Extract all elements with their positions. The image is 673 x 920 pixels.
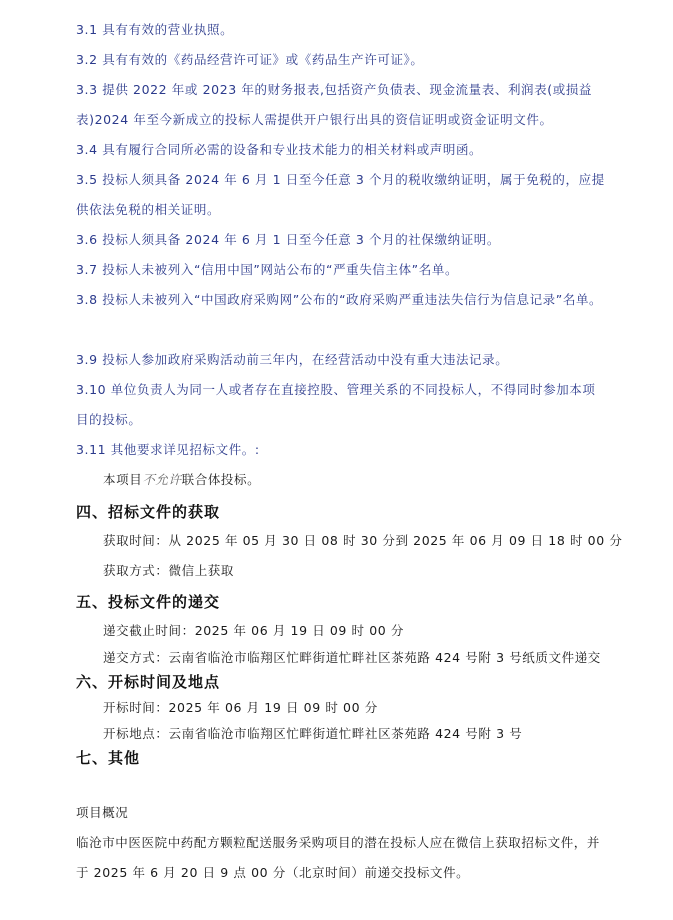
consortium-suffix: 联合体投标。 bbox=[181, 472, 261, 487]
acquire-method: 获取方式：微信上获取 bbox=[103, 563, 235, 578]
qualification-3-2: 3.2 具有有效的《药品经营许可证》或《药品生产许可证》。 bbox=[76, 52, 424, 67]
qualification-3-4: 3.4 具有履行合同所必需的设备和专业技术能力的相关材料或声明函。 bbox=[76, 142, 483, 157]
opening-place: 开标地点：云南省临沧市临翔区忙畔街道忙畔社区茶苑路 424 号附 3 号 bbox=[103, 726, 523, 741]
submit-method: 递交方式：云南省临沧市临翔区忙畔街道忙畔社区茶苑路 424 号附 3 号纸质文件递交 bbox=[103, 650, 601, 665]
qualification-3-3: 3.3 提供 2022 年或 2023 年的财务报表,包括资产负债表、现金流量表、利润表(或损益表)2024 年至今新成立的投标人需提供开户银行出具的资信证明或资金证明文件。 bbox=[76, 82, 593, 127]
section-6-title: 六、开标时间及地点 bbox=[76, 673, 221, 691]
qualification-3-11: 3.11 其他要求详见招标文件。: bbox=[76, 442, 260, 457]
qualification-3-1: 3.1 具有有效的营业执照。 bbox=[76, 22, 234, 37]
qualification-3-5: 3.5 投标人须具备 2024 年 6 月 1 日至今任意 3 个月的税收缴纳证明，属于免税的，应提供依法免税的相关证明。 bbox=[76, 172, 605, 217]
qualification-3-8: 3.8 投标人未被列入“中国政府采购网”公布的“政府采购严重违法失信行为信息记录”名单。 bbox=[76, 292, 603, 307]
qualification-3-6: 3.6 投标人须具备 2024 年 6 月 1 日至今任意 3 个月的社保缴纳证明。 bbox=[76, 232, 501, 247]
acquire-time: 获取时间：从 2025 年 05 月 30 日 08 时 30 分到 2025 年 06 月 09 日 18 时 00 分 bbox=[103, 533, 623, 548]
section-7-title: 七、其他 bbox=[76, 749, 141, 767]
qualification-3-10: 3.10 单位负责人为同一人或者存在直接控股、管理关系的不同投标人，不得同时参加本项目的投标。 bbox=[76, 382, 596, 427]
consortium-value: 不允许 bbox=[142, 472, 182, 487]
overview-heading: 项目概况 bbox=[76, 805, 129, 820]
qualification-3-7: 3.7 投标人未被列入“信用中国”网站公布的“严重失信主体”名单。 bbox=[76, 262, 459, 277]
consortium-prefix: 本项目 bbox=[103, 472, 143, 487]
section-4-title: 四、招标文件的获取 bbox=[76, 503, 221, 521]
consortium-statement bbox=[103, 465, 633, 495]
opening-time: 开标时间：2025 年 06 月 19 日 09 时 00 分 bbox=[103, 700, 378, 715]
qualification-3-9: 3.9 投标人参加政府采购活动前三年内，在经营活动中没有重大违法记录。 bbox=[76, 352, 509, 367]
section-5-title: 五、投标文件的递交 bbox=[76, 593, 221, 611]
overview-text: 临沧市中医医院中药配方颗粒配送服务采购项目的潜在投标人应在微信上获取招标文件，并于 2025 年 6 月 20 日 9 点 00 分（北京时间）前递交投标文件。 bbox=[76, 835, 601, 880]
submit-deadline: 递交截止时间：2025 年 06 月 19 日 09 时 00 分 bbox=[103, 623, 404, 638]
